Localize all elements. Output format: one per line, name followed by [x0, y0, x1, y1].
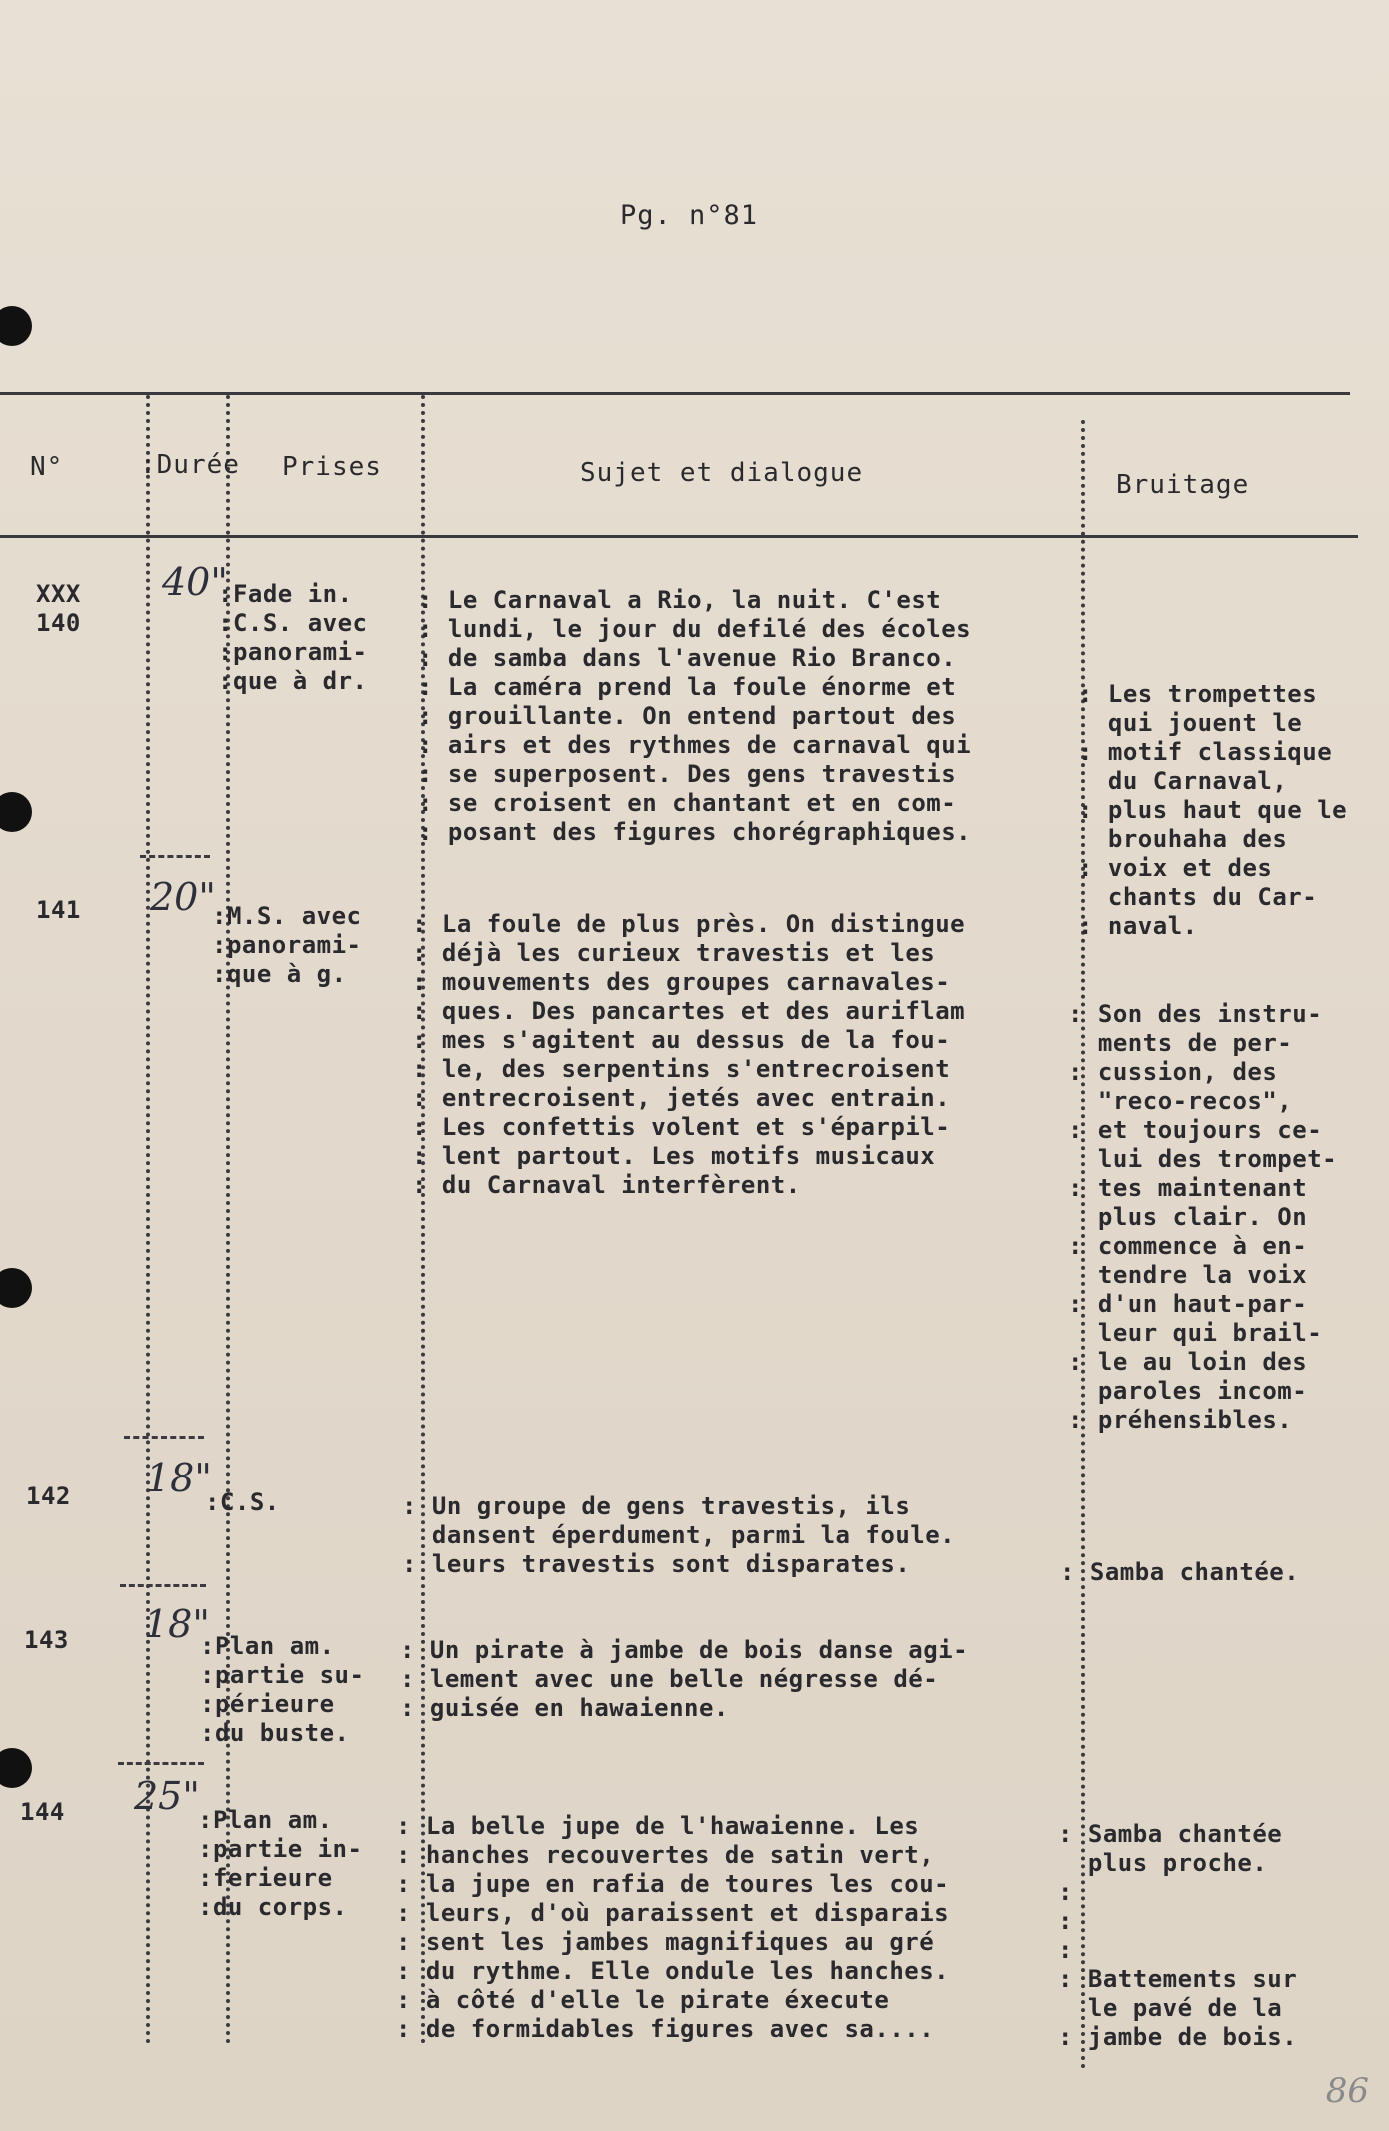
- header-duree: :Durée: [140, 450, 240, 480]
- header-bottom-rule: [0, 535, 1358, 538]
- row-141-sujet: : La foule de plus près. On distingue : déjà les curieux travestis et les : mouvements des groupes carnavales- : ques. Des pancartes et des auriflam : mes s'agitent au dessus de la fou- : le, des serpentins s'entrecroisent : entrecroisent, jetés avec entrain. : Les confettis volent et s'éparpil- : lent partout. Les motifs musicaux : du Carnaval interfèrent.: [412, 910, 966, 1199]
- header-no: N°: [30, 452, 64, 482]
- row-144-duree: 25": [134, 1774, 200, 1818]
- row-144-bruitage: : Samba chantée plus proche. : : : : Battements sur le pavé de la : jambe de bois.: [1058, 1820, 1298, 2051]
- row-141-prises: :M.S. avec :panorami- :que à g.: [212, 902, 362, 988]
- margin-note: 86: [1325, 2071, 1369, 2111]
- row-142-prises: :C.S.: [205, 1488, 280, 1516]
- header-sujet: Sujet et dialogue: [580, 458, 864, 488]
- row-141-bruitage: : Son des instru- ments de per- : cussion, des "reco-recos", : et toujours ce- lui des trompet- : tes maintenant plus clair. On : commence à en- tendre la voix : d'un haut-par- leur qui brail- : le au loin des paroles incom- : préhensibles.: [1068, 1000, 1338, 1434]
- row-141-duree: 20": [150, 875, 216, 919]
- row-separator: [120, 1584, 206, 1587]
- row-142-bruitage: : Samba chantée.: [1060, 1558, 1300, 1586]
- row-142-no: 142: [26, 1482, 71, 1510]
- header-bruitage: Bruitage: [1116, 470, 1250, 500]
- row-140-no: XXX 140: [36, 580, 81, 637]
- row-143-sujet: : Un pirate à jambe de bois danse agi- : lement avec une belle négresse dé- : guisée en hawaienne.: [400, 1636, 969, 1722]
- row-separator: [118, 1762, 204, 1765]
- row-143-duree: 18": [144, 1602, 210, 1646]
- row-140-prises: :Fade in. :C.S. avec :panorami- :que à dr.: [218, 580, 368, 695]
- row-141-no: 141: [36, 896, 81, 924]
- row-144-sujet: : La belle jupe de l'hawaienne. Les : hanches recouvertes de satin vert, : la jupe en rafia de toures les cou- : leurs, d'où paraissent et disparais : sent les jambes magnifiques au gré : du rythme. Elle ondule les hanches. : à côté d'elle le pirate éxecute : de formidables figures avec sa....: [396, 1812, 950, 2043]
- row-separator: [124, 1436, 204, 1439]
- row-separator: [140, 855, 210, 858]
- row-142-sujet: : Un groupe de gens travestis, ils dansent éperdument, parmi la foule. : leurs travestis sont disparates.: [402, 1492, 956, 1578]
- row-144-prises: :Plan am. :partie in- :ferieure :du corps.: [198, 1806, 363, 1921]
- row-140-sujet: : Le Carnaval a Rio, la nuit. C'est : lundi, le jour du defilé des écoles : de samba dans l'avenue Rio Branco. : La caméra prend la foule énorme et : grouillante. On entend partout des : airs et des rythmes de carnaval qui : se superposent. Des gens travestis : se croisent en chantant et en com- : posant des figures chorégraphiques.: [418, 586, 972, 846]
- row-143-no: 143: [24, 1626, 69, 1654]
- page-number: Pg. n°81: [620, 200, 759, 231]
- header-top-rule: [0, 392, 1350, 395]
- header-prises: Prises: [282, 452, 382, 482]
- row-144-no: 144: [20, 1798, 65, 1826]
- row-140-duree: 40": [162, 560, 228, 604]
- row-142-duree: 18": [146, 1456, 212, 1500]
- row-143-prises: :Plan am. :partie su- :périeure :du buste.: [200, 1632, 365, 1747]
- row-140-bruitage: : Les trompettes qui jouent le : motif classique du Carnaval, : plus haut que le brouhaha des : voix et des chants du Car- : naval.: [1078, 680, 1348, 940]
